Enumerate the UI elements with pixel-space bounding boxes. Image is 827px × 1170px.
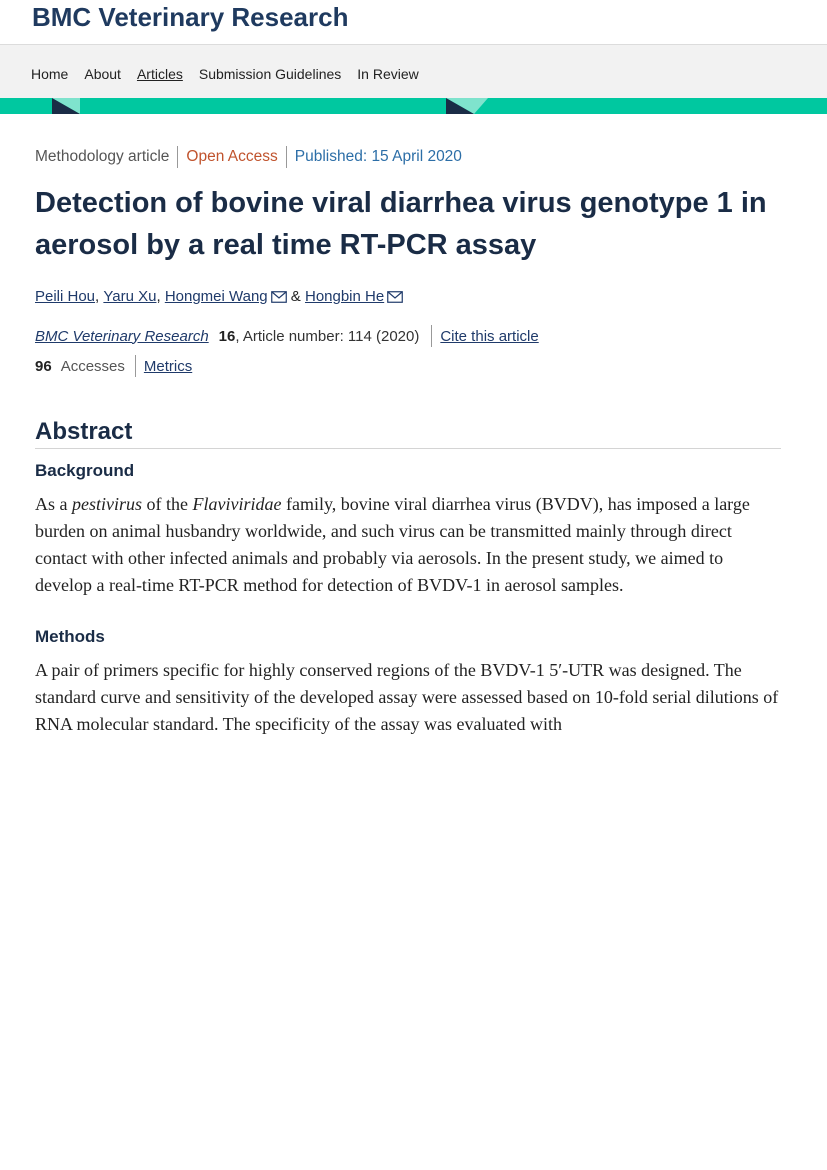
article-number: , Article number: 114 (2020) xyxy=(235,327,420,345)
meta-divider xyxy=(286,146,287,168)
author-separator: , xyxy=(95,288,104,305)
article-title: Detection of bovine viral diarrhea virus genotype 1 in aerosol by a real time RT-PCR assay xyxy=(35,187,767,261)
text-run-italic: Flaviviridae xyxy=(192,494,282,514)
methods-heading: Methods xyxy=(35,627,105,646)
volume-number: 16 xyxy=(218,327,236,345)
meta-divider xyxy=(177,146,178,168)
text-run: family, bovine viral diarrhea virus (BVDV), has imposed a large burden on animal husbandry worldwide, and such virus can be transmitted mainly through direct contact with other infected animals and probably via aerosols. In the present study, we aimed to develop a real-time RT-PCR method for detection of BVDV-1 in aerosol samples. xyxy=(35,494,750,595)
metrics-link[interactable]: Metrics xyxy=(143,357,193,375)
band-decoration-right xyxy=(446,98,474,114)
author-link[interactable]: Yaru Xu xyxy=(103,288,157,305)
abstract-heading: Abstract xyxy=(35,418,781,449)
citation-row xyxy=(35,324,781,348)
published-date: Published: 15 April 2020 xyxy=(294,148,462,165)
band-decoration-left xyxy=(52,98,80,114)
nav-submission-guidelines[interactable]: Submission Guidelines xyxy=(198,66,342,82)
methods-paragraph: A pair of primers specific for highly conserved regions of the BVDV-1 5′-UTR was designed. The standard curve and sensitivity of the developed assay were assessed based on 10-fold serial dilutions of RNA molecular standard. The specificity of the assay was evaluated with xyxy=(35,660,779,734)
article-type: Methodology article xyxy=(35,148,170,165)
access-metrics-row xyxy=(35,354,781,378)
background-paragraph xyxy=(35,491,781,599)
background-heading: Background xyxy=(35,461,135,480)
metrics-divider xyxy=(135,355,136,377)
email-icon[interactable] xyxy=(271,291,287,303)
nav-home[interactable]: Home xyxy=(31,66,69,82)
author-link[interactable]: Hongbin He xyxy=(304,288,385,305)
author-link[interactable]: Peili Hou xyxy=(35,288,96,305)
nav-articles[interactable]: Articles xyxy=(136,66,183,82)
author-separator: & xyxy=(286,288,305,305)
author-list xyxy=(35,288,781,305)
accesses-count: 96 xyxy=(35,357,52,375)
nav-in-review[interactable]: In Review xyxy=(357,66,419,82)
email-icon[interactable] xyxy=(387,291,403,303)
open-access-label: Open Access xyxy=(186,148,278,165)
nav-about[interactable]: About xyxy=(84,66,121,82)
band-decoration-right-light xyxy=(474,98,488,114)
author-separator: , xyxy=(156,288,165,305)
citation-divider xyxy=(431,325,432,347)
accesses-label: Accesses xyxy=(60,357,125,375)
cite-this-article-link[interactable]: Cite this article xyxy=(440,327,539,345)
text-run: As a xyxy=(35,494,72,514)
article-content xyxy=(35,140,781,738)
author-link[interactable]: Hongmei Wang xyxy=(164,288,268,305)
journal-header xyxy=(0,0,827,45)
journal-title[interactable]: BMC Veterinary Research xyxy=(32,2,349,32)
text-run-italic: pestivirus xyxy=(72,494,142,514)
journal-link[interactable]: BMC Veterinary Research xyxy=(35,327,209,345)
article-meta xyxy=(35,140,781,174)
text-run: of the xyxy=(142,494,193,514)
accent-band xyxy=(0,98,827,114)
main-nav xyxy=(0,45,827,99)
